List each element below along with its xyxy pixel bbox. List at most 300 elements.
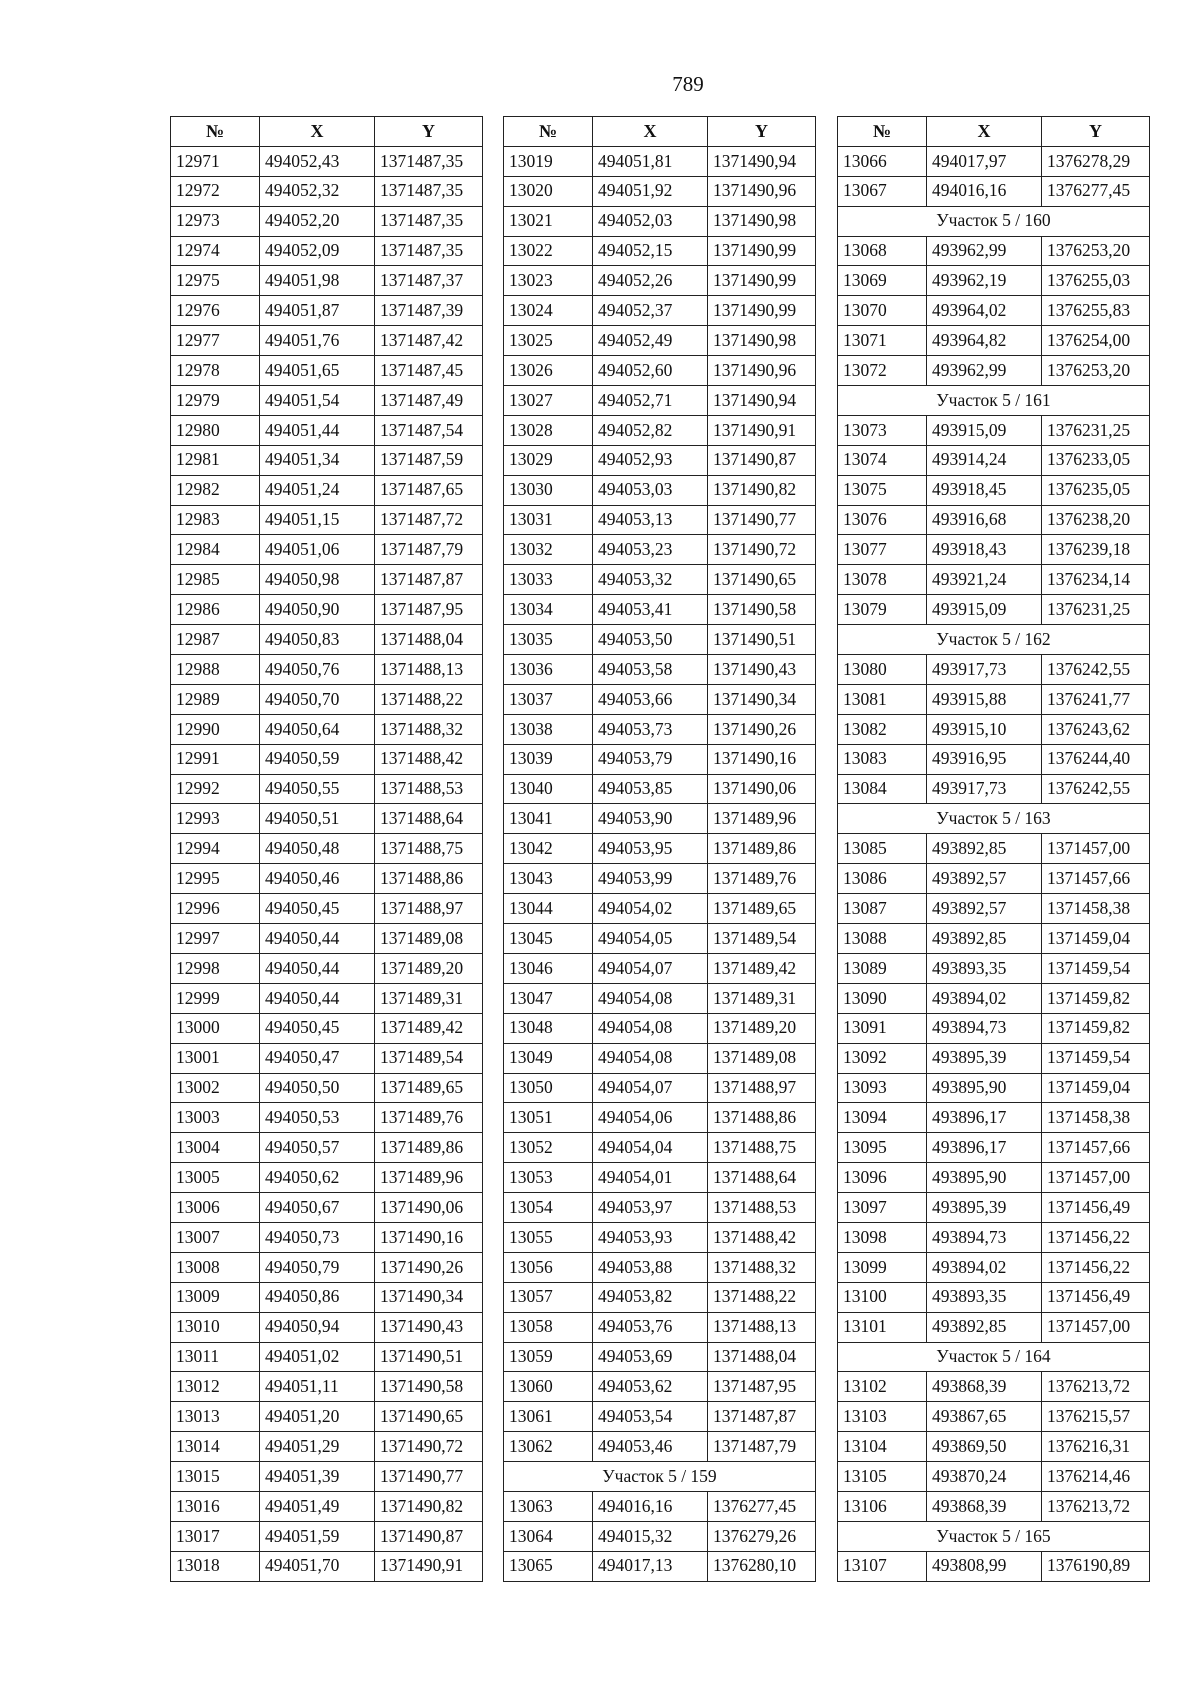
table-row: [838, 1462, 1150, 1492]
y-coordinate-cell: 1371490,06: [375, 1193, 483, 1223]
point-number-cell: 13003: [171, 1103, 260, 1133]
y-coordinate-cell: 1371488,64: [375, 804, 483, 834]
point-number-cell: 13081: [838, 684, 927, 714]
y-coordinate-cell: 1371490,65: [708, 565, 816, 595]
y-coordinate-cell: 1371490,72: [375, 1432, 483, 1462]
table-row: [838, 864, 1150, 894]
table-row: [171, 834, 483, 864]
table-row: [171, 774, 483, 804]
table-row: [504, 1402, 816, 1432]
coordinates-table-2: [503, 116, 816, 1582]
x-coordinate-cell: 494053,69: [593, 1342, 708, 1372]
point-number-cell: 12977: [171, 326, 260, 356]
y-coordinate-cell: 1371490,51: [708, 625, 816, 655]
y-coordinate-cell: 1376243,62: [1042, 714, 1150, 744]
x-coordinate-cell: 494052,43: [260, 146, 375, 176]
header-x: X: [927, 117, 1042, 147]
point-number-cell: 13051: [504, 1103, 593, 1133]
y-coordinate-cell: 1371489,08: [375, 924, 483, 954]
x-coordinate-cell: 494051,15: [260, 505, 375, 535]
point-number-cell: 13000: [171, 1013, 260, 1043]
y-coordinate-cell: 1371490,96: [708, 356, 816, 386]
table-row: [171, 565, 483, 595]
x-coordinate-cell: 494052,15: [593, 236, 708, 266]
table-row: [171, 714, 483, 744]
point-number-cell: 13002: [171, 1073, 260, 1103]
y-coordinate-cell: 1371457,00: [1042, 834, 1150, 864]
y-coordinate-cell: 1376241,77: [1042, 684, 1150, 714]
y-coordinate-cell: 1371488,75: [375, 834, 483, 864]
x-coordinate-cell: 494050,73: [260, 1222, 375, 1252]
point-number-cell: 13047: [504, 983, 593, 1013]
y-coordinate-cell: 1371457,66: [1042, 1133, 1150, 1163]
x-coordinate-cell: 493962,99: [927, 236, 1042, 266]
y-coordinate-cell: 1371459,04: [1042, 924, 1150, 954]
y-coordinate-cell: 1371489,20: [375, 953, 483, 983]
y-coordinate-cell: 1376253,20: [1042, 356, 1150, 386]
point-number-cell: 13107: [838, 1551, 927, 1581]
table-row: [171, 415, 483, 445]
point-number-cell: 13026: [504, 356, 593, 386]
point-number-cell: 13085: [838, 834, 927, 864]
x-coordinate-cell: 494050,50: [260, 1073, 375, 1103]
section-row: [838, 1342, 1150, 1372]
table-row: [504, 356, 816, 386]
table-row: [504, 1222, 816, 1252]
table-row: [838, 565, 1150, 595]
point-number-cell: 13021: [504, 206, 593, 236]
table-row: [504, 983, 816, 1013]
point-number-cell: 13101: [838, 1312, 927, 1342]
point-number-cell: 13041: [504, 804, 593, 834]
point-number-cell: 13030: [504, 475, 593, 505]
x-coordinate-cell: 494052,71: [593, 386, 708, 416]
table-row: [504, 684, 816, 714]
y-coordinate-cell: 1371490,06: [708, 774, 816, 804]
table-row: [171, 655, 483, 685]
header-y: Y: [708, 117, 816, 147]
table-row: [504, 445, 816, 475]
y-coordinate-cell: 1371490,91: [708, 415, 816, 445]
table-row: [504, 535, 816, 565]
table-row: [504, 236, 816, 266]
x-coordinate-cell: 494050,62: [260, 1163, 375, 1193]
table-row: [838, 1252, 1150, 1282]
x-coordinate-cell: 493894,02: [927, 983, 1042, 1013]
y-coordinate-cell: 1376242,55: [1042, 655, 1150, 685]
x-coordinate-cell: 494050,47: [260, 1043, 375, 1073]
point-number-cell: 13066: [838, 146, 927, 176]
y-coordinate-cell: 1371488,42: [375, 744, 483, 774]
x-coordinate-cell: 494053,58: [593, 655, 708, 685]
x-coordinate-cell: 494051,44: [260, 415, 375, 445]
table-row: [171, 1043, 483, 1073]
point-number-cell: 13018: [171, 1551, 260, 1581]
x-coordinate-cell: 493892,85: [927, 834, 1042, 864]
y-coordinate-cell: 1376254,00: [1042, 326, 1150, 356]
table-row: [171, 804, 483, 834]
point-number-cell: 13004: [171, 1133, 260, 1163]
table-row: [171, 176, 483, 206]
x-coordinate-cell: 494054,01: [593, 1163, 708, 1193]
point-number-cell: 13019: [504, 146, 593, 176]
table-row: [171, 1462, 483, 1492]
header-x: X: [593, 117, 708, 147]
point-number-cell: 13046: [504, 953, 593, 983]
section-label: Участок 5 / 165: [838, 1521, 1150, 1551]
y-coordinate-cell: 1371490,58: [375, 1372, 483, 1402]
y-coordinate-cell: 1371489,08: [708, 1043, 816, 1073]
table-row: [504, 565, 816, 595]
table-row: [838, 1491, 1150, 1521]
table-row: [171, 1222, 483, 1252]
point-number-cell: 13007: [171, 1222, 260, 1252]
y-coordinate-cell: 1371459,82: [1042, 1013, 1150, 1043]
table-row: [504, 625, 816, 655]
table-row: [504, 146, 816, 176]
y-coordinate-cell: 1371489,42: [708, 953, 816, 983]
y-coordinate-cell: 1376277,45: [708, 1491, 816, 1521]
y-coordinate-cell: 1371459,54: [1042, 953, 1150, 983]
table-row: [838, 983, 1150, 1013]
point-number-cell: 12978: [171, 356, 260, 386]
x-coordinate-cell: 494053,50: [593, 625, 708, 655]
point-number-cell: 13029: [504, 445, 593, 475]
table-row: [171, 744, 483, 774]
x-coordinate-cell: 494052,09: [260, 236, 375, 266]
table-row: [171, 296, 483, 326]
x-coordinate-cell: 494053,66: [593, 684, 708, 714]
y-coordinate-cell: 1371489,42: [375, 1013, 483, 1043]
x-coordinate-cell: 494050,44: [260, 983, 375, 1013]
point-number-cell: 12974: [171, 236, 260, 266]
point-number-cell: 13091: [838, 1013, 927, 1043]
table-row: [838, 714, 1150, 744]
table-row: [171, 1372, 483, 1402]
x-coordinate-cell: 494053,93: [593, 1222, 708, 1252]
point-number-cell: 13053: [504, 1163, 593, 1193]
point-number-cell: 12975: [171, 266, 260, 296]
table-row: [504, 924, 816, 954]
point-number-cell: 12983: [171, 505, 260, 535]
point-number-cell: 13035: [504, 625, 593, 655]
x-coordinate-cell: 494053,90: [593, 804, 708, 834]
y-coordinate-cell: 1371490,98: [708, 206, 816, 236]
point-number-cell: 13011: [171, 1342, 260, 1372]
table-row: [838, 834, 1150, 864]
table-row: [838, 595, 1150, 625]
table-row: [171, 535, 483, 565]
table-row: [838, 1103, 1150, 1133]
point-number-cell: 13001: [171, 1043, 260, 1073]
x-coordinate-cell: 494051,76: [260, 326, 375, 356]
x-coordinate-cell: 493916,95: [927, 744, 1042, 774]
point-number-cell: 13031: [504, 505, 593, 535]
section-label: Участок 5 / 164: [838, 1342, 1150, 1372]
table-row: [504, 1432, 816, 1462]
header-y: Y: [1042, 117, 1150, 147]
y-coordinate-cell: 1376213,72: [1042, 1491, 1150, 1521]
y-coordinate-cell: 1371456,22: [1042, 1252, 1150, 1282]
point-number-cell: 13037: [504, 684, 593, 714]
point-number-cell: 13100: [838, 1282, 927, 1312]
y-coordinate-cell: 1371490,99: [708, 296, 816, 326]
table-row: [504, 1013, 816, 1043]
x-coordinate-cell: 493892,85: [927, 1312, 1042, 1342]
point-number-cell: 12997: [171, 924, 260, 954]
x-coordinate-cell: 494053,85: [593, 774, 708, 804]
x-coordinate-cell: 494053,79: [593, 744, 708, 774]
point-number-cell: 13014: [171, 1432, 260, 1462]
y-coordinate-cell: 1371490,82: [708, 475, 816, 505]
table-row: [504, 1282, 816, 1312]
table-row: [504, 774, 816, 804]
y-coordinate-cell: 1371490,16: [708, 744, 816, 774]
table-row: [504, 1103, 816, 1133]
point-number-cell: 13078: [838, 565, 927, 595]
y-coordinate-cell: 1371488,32: [708, 1252, 816, 1282]
x-coordinate-cell: 493895,90: [927, 1073, 1042, 1103]
x-coordinate-cell: 493896,17: [927, 1103, 1042, 1133]
x-coordinate-cell: 494053,76: [593, 1312, 708, 1342]
point-number-cell: 12982: [171, 475, 260, 505]
y-coordinate-cell: 1376277,45: [1042, 176, 1150, 206]
table-row: [171, 236, 483, 266]
table-row: [838, 684, 1150, 714]
x-coordinate-cell: 494051,87: [260, 296, 375, 326]
table-row: [171, 1342, 483, 1372]
x-coordinate-cell: 494051,11: [260, 1372, 375, 1402]
x-coordinate-cell: 494051,98: [260, 266, 375, 296]
header-number: №: [171, 117, 260, 147]
table-row: [838, 1282, 1150, 1312]
x-coordinate-cell: 494052,03: [593, 206, 708, 236]
table-row: [504, 1073, 816, 1103]
x-coordinate-cell: 493917,73: [927, 655, 1042, 685]
table-row: [504, 655, 816, 685]
y-coordinate-cell: 1371457,00: [1042, 1163, 1150, 1193]
point-number-cell: 13038: [504, 714, 593, 744]
x-coordinate-cell: 494053,32: [593, 565, 708, 595]
x-coordinate-cell: 493893,35: [927, 953, 1042, 983]
point-number-cell: 13005: [171, 1163, 260, 1193]
y-coordinate-cell: 1371490,26: [375, 1252, 483, 1282]
table-row: [838, 1222, 1150, 1252]
x-coordinate-cell: 493808,99: [927, 1551, 1042, 1581]
point-number-cell: 13055: [504, 1222, 593, 1252]
table-row: [171, 1282, 483, 1312]
point-number-cell: 12972: [171, 176, 260, 206]
x-coordinate-cell: 494053,73: [593, 714, 708, 744]
x-coordinate-cell: 494052,37: [593, 296, 708, 326]
table-row: [838, 296, 1150, 326]
point-number-cell: 12996: [171, 894, 260, 924]
y-coordinate-cell: 1376253,20: [1042, 236, 1150, 266]
y-coordinate-cell: 1371490,34: [375, 1282, 483, 1312]
y-coordinate-cell: 1371488,42: [708, 1222, 816, 1252]
x-coordinate-cell: 494053,99: [593, 864, 708, 894]
x-coordinate-cell: 493918,45: [927, 475, 1042, 505]
y-coordinate-cell: 1371488,97: [708, 1073, 816, 1103]
x-coordinate-cell: 494050,86: [260, 1282, 375, 1312]
table-row: [838, 1372, 1150, 1402]
y-coordinate-cell: 1371488,22: [375, 684, 483, 714]
table-row: [504, 415, 816, 445]
header-y: Y: [375, 117, 483, 147]
x-coordinate-cell: 494015,32: [593, 1521, 708, 1551]
y-coordinate-cell: 1371487,54: [375, 415, 483, 445]
point-number-cell: 12989: [171, 684, 260, 714]
point-number-cell: 13080: [838, 655, 927, 685]
y-coordinate-cell: 1371490,65: [375, 1402, 483, 1432]
point-number-cell: 12990: [171, 714, 260, 744]
y-coordinate-cell: 1376235,05: [1042, 475, 1150, 505]
x-coordinate-cell: 493962,19: [927, 266, 1042, 296]
y-coordinate-cell: 1371487,35: [375, 206, 483, 236]
x-coordinate-cell: 494052,60: [593, 356, 708, 386]
x-coordinate-cell: 494050,98: [260, 565, 375, 595]
y-coordinate-cell: 1371487,95: [708, 1372, 816, 1402]
table-row: [504, 475, 816, 505]
point-number-cell: 13044: [504, 894, 593, 924]
table-row: [171, 475, 483, 505]
y-coordinate-cell: 1371456,49: [1042, 1193, 1150, 1223]
table-row: [838, 774, 1150, 804]
table-row: [838, 1551, 1150, 1581]
x-coordinate-cell: 494050,83: [260, 625, 375, 655]
x-coordinate-cell: 493895,39: [927, 1043, 1042, 1073]
point-number-cell: 13057: [504, 1282, 593, 1312]
y-coordinate-cell: 1371458,38: [1042, 894, 1150, 924]
point-number-cell: 13032: [504, 535, 593, 565]
y-coordinate-cell: 1371487,72: [375, 505, 483, 535]
point-number-cell: 13104: [838, 1432, 927, 1462]
x-coordinate-cell: 494053,54: [593, 1402, 708, 1432]
x-coordinate-cell: 494053,88: [593, 1252, 708, 1282]
table-row: [171, 864, 483, 894]
y-coordinate-cell: 1371490,96: [708, 176, 816, 206]
point-number-cell: 13070: [838, 296, 927, 326]
y-coordinate-cell: 1371490,72: [708, 535, 816, 565]
x-coordinate-cell: 493915,09: [927, 415, 1042, 445]
y-coordinate-cell: 1371490,87: [708, 445, 816, 475]
x-coordinate-cell: 493895,90: [927, 1163, 1042, 1193]
table-row: [504, 266, 816, 296]
point-number-cell: 13013: [171, 1402, 260, 1432]
x-coordinate-cell: 493964,02: [927, 296, 1042, 326]
x-coordinate-cell: 494053,03: [593, 475, 708, 505]
y-coordinate-cell: 1376239,18: [1042, 535, 1150, 565]
point-number-cell: 12979: [171, 386, 260, 416]
y-coordinate-cell: 1376244,40: [1042, 744, 1150, 774]
y-coordinate-cell: 1371489,31: [375, 983, 483, 1013]
point-number-cell: 13105: [838, 1462, 927, 1492]
table-row: [504, 1372, 816, 1402]
y-coordinate-cell: 1371488,53: [708, 1193, 816, 1223]
y-coordinate-cell: 1371489,20: [708, 1013, 816, 1043]
table-row: [171, 1133, 483, 1163]
point-number-cell: 13082: [838, 714, 927, 744]
x-coordinate-cell: 493921,24: [927, 565, 1042, 595]
point-number-cell: 12995: [171, 864, 260, 894]
header-number: №: [838, 117, 927, 147]
x-coordinate-cell: 494050,46: [260, 864, 375, 894]
table-row: [838, 266, 1150, 296]
x-coordinate-cell: 493914,24: [927, 445, 1042, 475]
y-coordinate-cell: 1376279,26: [708, 1521, 816, 1551]
x-coordinate-cell: 494016,16: [593, 1491, 708, 1521]
x-coordinate-cell: 494054,07: [593, 953, 708, 983]
y-coordinate-cell: 1371457,00: [1042, 1312, 1150, 1342]
y-coordinate-cell: 1371489,65: [708, 894, 816, 924]
y-coordinate-cell: 1371487,35: [375, 146, 483, 176]
section-label: Участок 5 / 161: [838, 386, 1150, 416]
y-coordinate-cell: 1376255,03: [1042, 266, 1150, 296]
point-number-cell: 13103: [838, 1402, 927, 1432]
table-row: [838, 475, 1150, 505]
y-coordinate-cell: 1371490,43: [375, 1312, 483, 1342]
y-coordinate-cell: 1371490,94: [708, 146, 816, 176]
section-row: [504, 1462, 816, 1492]
table-row: [171, 983, 483, 1013]
table-row: [504, 1521, 816, 1551]
table-row: [838, 415, 1150, 445]
table-row: [838, 1073, 1150, 1103]
y-coordinate-cell: 1371488,53: [375, 774, 483, 804]
x-coordinate-cell: 493868,39: [927, 1372, 1042, 1402]
y-coordinate-cell: 1371487,79: [375, 535, 483, 565]
point-number-cell: 13054: [504, 1193, 593, 1223]
y-coordinate-cell: 1376215,57: [1042, 1402, 1150, 1432]
table-row: [838, 1432, 1150, 1462]
point-number-cell: 13058: [504, 1312, 593, 1342]
section-row: [838, 386, 1150, 416]
x-coordinate-cell: 494053,46: [593, 1432, 708, 1462]
table-row: [171, 206, 483, 236]
point-number-cell: 13075: [838, 475, 927, 505]
x-coordinate-cell: 494051,49: [260, 1491, 375, 1521]
point-number-cell: 12987: [171, 625, 260, 655]
x-coordinate-cell: 494016,16: [927, 176, 1042, 206]
x-coordinate-cell: 494051,65: [260, 356, 375, 386]
y-coordinate-cell: 1376216,31: [1042, 1432, 1150, 1462]
table-row: [838, 744, 1150, 774]
y-coordinate-cell: 1376213,72: [1042, 1372, 1150, 1402]
point-number-cell: 13062: [504, 1432, 593, 1462]
page-number: 789: [672, 72, 704, 96]
header-number: №: [504, 117, 593, 147]
point-number-cell: 13065: [504, 1551, 593, 1581]
y-coordinate-cell: 1371488,04: [708, 1342, 816, 1372]
point-number-cell: 13023: [504, 266, 593, 296]
x-coordinate-cell: 493892,85: [927, 924, 1042, 954]
point-number-cell: 13097: [838, 1193, 927, 1223]
point-number-cell: 13090: [838, 983, 927, 1013]
point-number-cell: 13089: [838, 953, 927, 983]
table-row: [171, 1521, 483, 1551]
table-row: [838, 146, 1150, 176]
y-coordinate-cell: 1371490,77: [375, 1462, 483, 1492]
point-number-cell: 13033: [504, 565, 593, 595]
x-coordinate-cell: 494051,54: [260, 386, 375, 416]
point-number-cell: 13093: [838, 1073, 927, 1103]
x-coordinate-cell: 493894,73: [927, 1222, 1042, 1252]
point-number-cell: 13094: [838, 1103, 927, 1133]
x-coordinate-cell: 494054,08: [593, 1013, 708, 1043]
y-coordinate-cell: 1371459,04: [1042, 1073, 1150, 1103]
y-coordinate-cell: 1371488,04: [375, 625, 483, 655]
y-coordinate-cell: 1371489,96: [375, 1163, 483, 1193]
